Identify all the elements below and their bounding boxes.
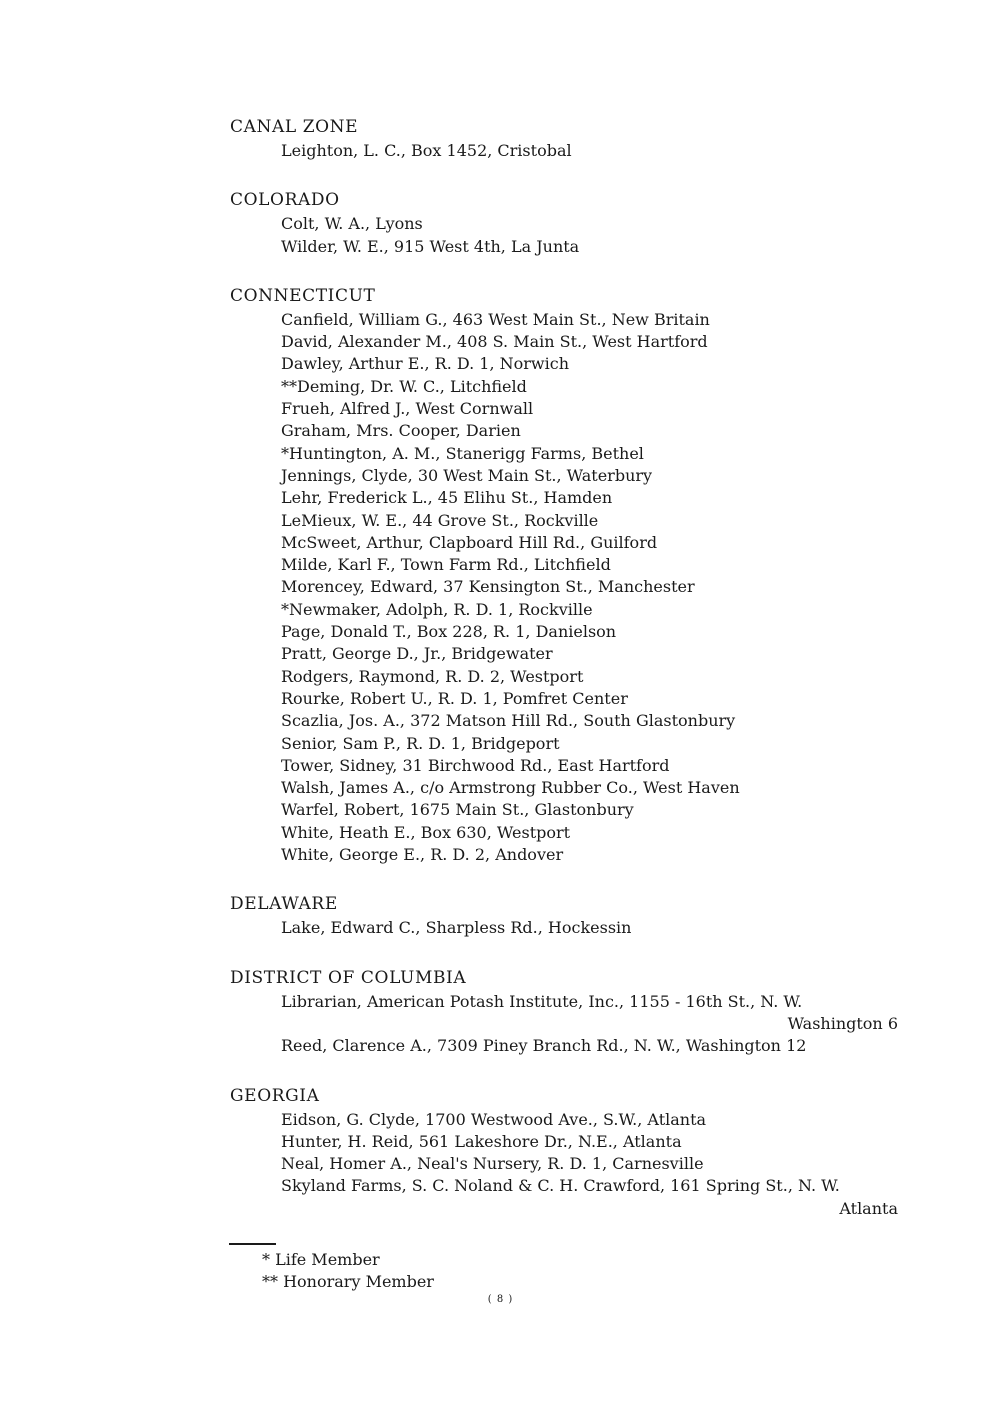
state-section: [230, 893, 910, 939]
member-entry: White, George E., R. D. 2, Andover: [281, 845, 564, 865]
member-entry: Frueh, Alfred J., West Cornwall: [281, 399, 534, 419]
member-entry: Hunter, H. Reid, 561 Lakeshore Dr., N.E., Atlanta: [281, 1131, 682, 1151]
member-entry: Page, Donald T., Box 228, R. 1, Danielson: [281, 622, 617, 642]
member-entry: McSweet, Arthur, Clapboard Hill Rd., Guilford: [281, 532, 658, 552]
member-list: [281, 1109, 910, 1220]
state-heading: CANAL ZONE: [230, 117, 359, 137]
state-section: [230, 967, 910, 1058]
member-entry: Leighton, L. C., Box 1452, Cristobal: [281, 141, 572, 160]
footnote-honorary-member: ** Honorary Member: [262, 1272, 434, 1292]
member-entry: Graham, Mrs. Cooper, Darien: [281, 421, 521, 441]
member-entry: Eidson, G. Clyde, 1700 Westwood Ave., S.W., Atlanta: [281, 1109, 707, 1129]
section-gap: [230, 258, 910, 285]
member-entry: Lake, Edward C., Sharpless Rd., Hockessin: [281, 918, 632, 938]
state-heading: DELAWARE: [230, 894, 338, 915]
member-entry: Colt, W. A., Lyons: [281, 214, 423, 234]
state-section: [230, 1085, 910, 1220]
member-entry: Canfield, William G., 463 West Main St., New Britain: [281, 309, 710, 329]
member-entry: David, Alexander M., 408 S. Main St., West Hartford: [281, 332, 708, 352]
member-entry: Senior, Sam P., R. D. 1, Bridgeport: [281, 733, 560, 753]
member-entry: Walsh, James A., c/o Armstrong Rubber Co., West Haven: [281, 778, 740, 798]
member-list: [281, 213, 910, 258]
member-entry: White, Heath E., Box 630, Westport: [281, 822, 571, 842]
state-heading: GEORGIA: [230, 1085, 320, 1106]
state-section: [230, 189, 910, 258]
state-heading: DISTRICT OF COLUMBIA: [230, 967, 467, 988]
member-entry: *Newmaker, Adolph, R. D. 1, Rockville: [281, 599, 593, 619]
page-number: ( 8 ): [487, 1294, 514, 1305]
member-list: [281, 991, 910, 1058]
section-gap: [230, 940, 910, 967]
section-gap: [230, 1058, 910, 1085]
footnote-divider: [229, 1243, 276, 1245]
member-entry: Reed, Clarence A., 7309 Piney Branch Rd., N. W., Washington 12: [281, 1036, 807, 1056]
member-list: [281, 309, 910, 866]
footnote-life-member: * Life Member: [262, 1250, 380, 1269]
member-entry: LeMieux, W. E., 44 Grove St., Rockville: [281, 510, 599, 530]
state-heading: COLORADO: [230, 190, 340, 211]
member-entry: Lehr, Frederick L., 45 Elihu St., Hamden: [281, 488, 613, 508]
state-heading: CONNECTICUT: [230, 285, 376, 306]
member-entry: Milde, Karl F., Town Farm Rd., Litchfield: [281, 555, 611, 575]
member-entry: *Huntington, A. M., Stanerigg Farms, Bethel: [281, 443, 644, 463]
member-entry: Rodgers, Raymond, R. D. 2, Westport: [281, 666, 584, 686]
member-entry: Rourke, Robert U., R. D. 1, Pomfret Center: [281, 688, 628, 708]
member-entry: Neal, Homer A., Neal's Nursery, R. D. 1, Carnesville: [281, 1154, 704, 1174]
member-entry: Scazlia, Jos. A., 372 Matson Hill Rd., South Glastonbury: [281, 711, 736, 731]
member-entry: Pratt, George D., Jr., Bridgewater: [281, 644, 553, 664]
member-list: [281, 140, 910, 162]
member-entry-continuation: Washington 6: [787, 1013, 898, 1033]
member-entry: **Deming, Dr. W. C., Litchfield: [281, 376, 527, 396]
member-entry: Wilder, W. E., 915 West 4th, La Junta: [281, 236, 580, 256]
state-section: [230, 116, 910, 162]
member-list: [281, 917, 910, 939]
member-entry: Warfel, Robert, 1675 Main St., Glastonbury: [281, 800, 634, 820]
member-entry: Tower, Sidney, 31 Birchwood Rd., East Hartford: [281, 755, 670, 775]
section-gap: [230, 866, 910, 893]
member-entry: Skyland Farms, S. C. Noland & C. H. Crawford, 161 Spring St., N. W.: [281, 1176, 840, 1196]
member-entry: Morencey, Edward, 37 Kensington St., Manchester: [281, 577, 695, 597]
state-section: [230, 285, 910, 866]
footnotes: [262, 1249, 434, 1294]
member-entry-continuation: Atlanta: [839, 1198, 898, 1218]
member-entry: Jennings, Clyde, 30 West Main St., Waterbury: [281, 465, 653, 485]
member-entry: Dawley, Arthur E., R. D. 1, Norwich: [281, 354, 570, 374]
member-entry: Librarian, American Potash Institute, Inc., 1155 - 16th St., N. W.: [281, 991, 803, 1011]
section-gap: [230, 162, 910, 189]
member-directory: [230, 116, 910, 1220]
